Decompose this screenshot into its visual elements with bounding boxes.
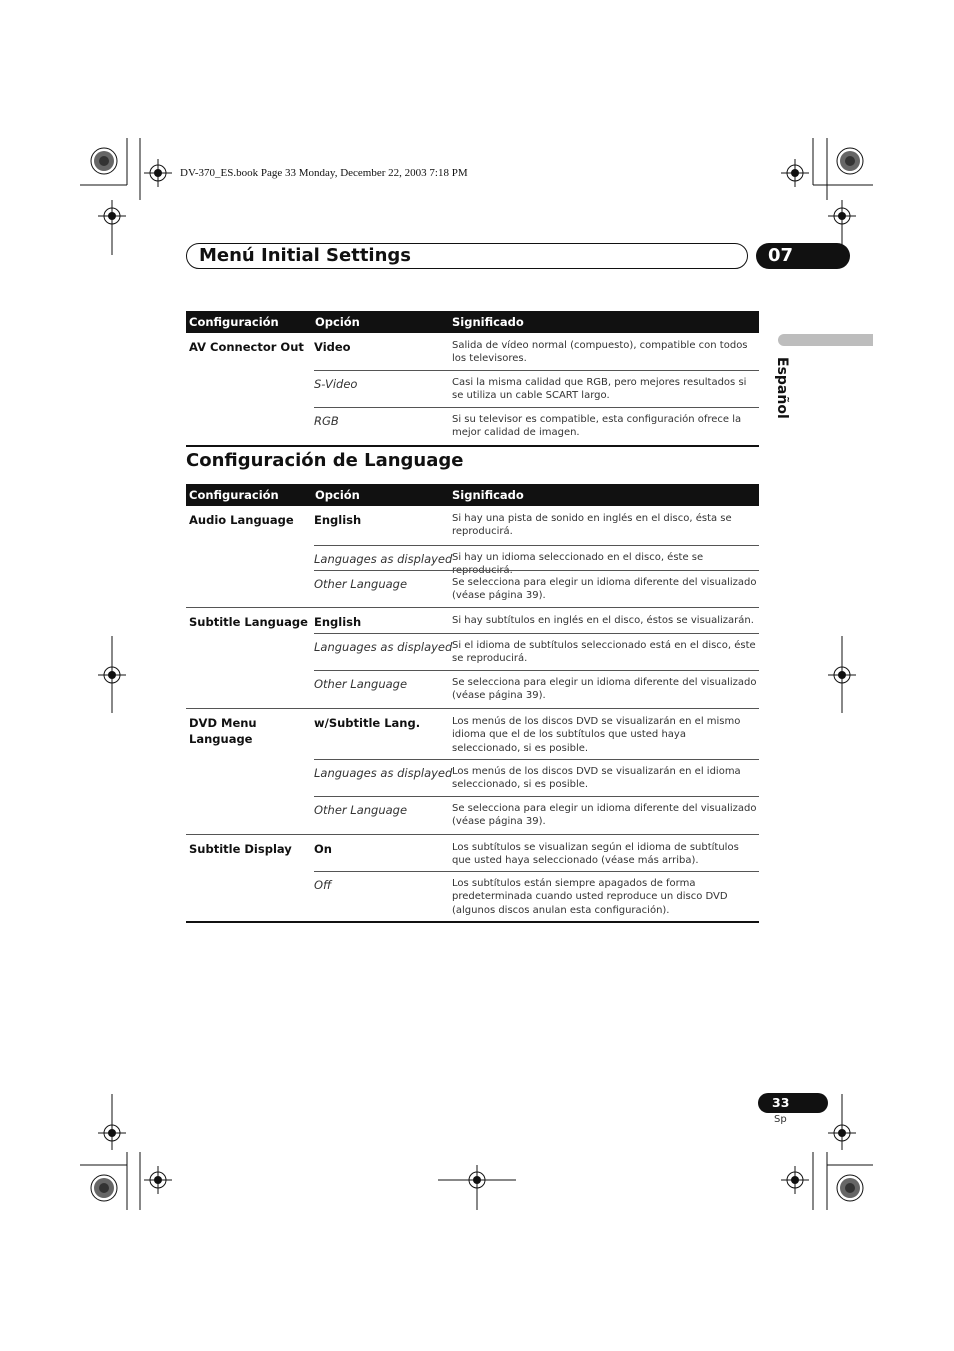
option-name: Other Language — [314, 577, 408, 591]
table-row — [186, 333, 759, 370]
table-bottom-rule — [186, 445, 759, 447]
option-name: Languages as displayed — [314, 766, 453, 780]
table-row — [186, 871, 759, 921]
setting-name: DVD Menu Language — [189, 716, 257, 746]
header-significado: Significado — [452, 488, 524, 502]
page-language-code: Sp — [774, 1114, 787, 1125]
option-name: S-Video — [314, 377, 358, 391]
language-tab-label: Español — [774, 357, 790, 419]
table-row — [186, 506, 759, 538]
option-name: Languages as displayed — [314, 552, 453, 566]
table-row — [186, 370, 759, 407]
option-meaning: Salida de vídeo normal (compuesto), compatible con todos los televisores. — [452, 340, 748, 365]
language-tab — [778, 334, 873, 346]
header-opcion: Opción — [315, 488, 360, 502]
chapter-number: 07 — [756, 243, 850, 269]
table-row — [186, 796, 759, 833]
page-title: Menú Initial Settings — [199, 245, 412, 266]
table-bottom-rule — [186, 921, 759, 923]
option-meaning: Los menús de los discos DVD se visualizarán en el mismo idioma que el de los subtítulos que usted haya seleccionado, si es posible. — [452, 716, 741, 754]
setting-name: AV Connector Out — [189, 340, 304, 354]
option-name: Other Language — [314, 677, 408, 691]
print-info-line: DV-370_ES.book Page 33 Monday, December 22, 2003 7:18 PM — [180, 167, 468, 179]
option-name: English — [314, 615, 362, 629]
table-header — [186, 484, 759, 506]
header-significado: Significado — [452, 315, 524, 329]
option-name: RGB — [314, 414, 339, 428]
table-row — [186, 570, 759, 607]
option-name: w/Subtitle Lang. — [314, 716, 421, 730]
option-meaning: Si hay un idioma seleccionado en el disco, éste se — [452, 552, 704, 563]
header-configuracion: Configuración — [189, 315, 279, 329]
option-name: Other Language — [314, 803, 408, 817]
option-name: Off — [314, 878, 332, 892]
header-opcion: Opción — [315, 315, 360, 329]
setting-name: Audio Language — [189, 513, 294, 527]
option-meaning: Si hay subtítulos en inglés en el disco, éstos se visualizarán. — [452, 615, 754, 626]
option-name: On — [314, 842, 332, 856]
option-meaning: Si hay una pista de sonido en inglés en el disco, ésta se reproducirá. — [452, 513, 732, 538]
option-meaning: Se selecciona para elegir un idioma diferente del visualizado (véase página 39). — [452, 803, 757, 828]
setting-name: Subtitle Language — [189, 615, 308, 629]
table-row — [186, 834, 759, 872]
option-name: Languages as displayed — [314, 640, 453, 654]
option-name: Video — [314, 340, 351, 354]
option-meaning: Los menús de los discos DVD se visualizarán en el idioma seleccionado, si es posible. — [452, 766, 741, 791]
table-header — [186, 311, 759, 333]
table-row — [186, 759, 759, 796]
table-row — [186, 607, 759, 633]
table-row — [186, 670, 759, 707]
option-name: English — [314, 513, 362, 527]
table-row — [186, 633, 759, 670]
table-row — [186, 407, 759, 445]
option-meaning: Los subtítulos se visualizan según el idioma de subtítulos que usted haya seleccionado (véase más arriba). — [452, 842, 739, 867]
option-meaning: Si el idioma de subtítulos seleccionado está en el disco, éste se reproducirá. — [452, 640, 756, 665]
page-number: 33 — [758, 1093, 828, 1113]
language-tab-label-wrap — [770, 357, 794, 427]
option-meaning: Si su televisor es compatible, esta configuración ofrece la mejor calidad de imagen. — [452, 414, 742, 439]
setting-name: Subtitle Display — [189, 842, 292, 856]
language-table — [186, 484, 759, 920]
option-meaning: Se selecciona para elegir un idioma diferente del visualizado (véase página 39). — [452, 577, 757, 602]
option-meaning: Casi la misma calidad que RGB, pero mejores resultados si se utiliza un cable SCART largo. — [452, 377, 747, 402]
option-meaning: Los subtítulos están siempre apagados de forma predeterminada cuando usted reproduce un disco DVD (algunos discos anulan esta configuración). — [452, 878, 728, 916]
option-meaning: Se selecciona para elegir un idioma diferente del visualizado (véase página 39). — [452, 677, 757, 702]
table-row — [186, 545, 759, 570]
video-output-table — [186, 311, 759, 445]
section-title: Configuración de Language — [186, 450, 464, 471]
header-configuracion: Configuración — [189, 488, 279, 502]
table-row — [186, 708, 759, 760]
